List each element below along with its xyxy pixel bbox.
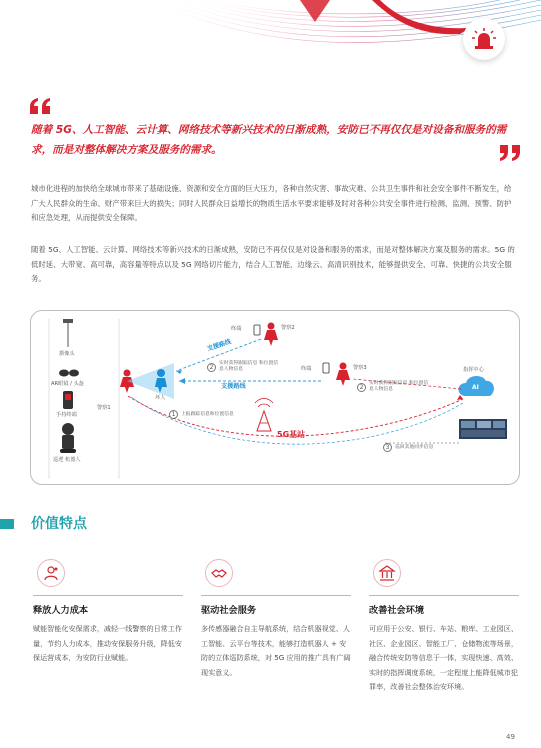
security-flow-diagram	[30, 310, 520, 485]
alarm-badge	[463, 18, 505, 60]
close-quote-icon	[498, 145, 520, 161]
ar-glasses-icon	[59, 370, 79, 377]
police3-icon	[336, 363, 350, 387]
intro-quote: 随着 5G、人工智能、云计算、网络技术等新兴技术的日渐成熟，安防已不再仅仅是对设备和服务的需求，而是对整体解决方案及服务的需求。	[31, 124, 507, 156]
feature-card-labor	[33, 559, 185, 666]
device-label-robot: 巡逻 机器人	[53, 457, 81, 463]
step2-right-label: 实时获得跟踪信息 和位置信息人物信息	[369, 381, 429, 392]
section-accent-bar	[0, 519, 14, 529]
device-label-ar: AR眼镜 / 头盔	[51, 381, 84, 387]
handheld-terminal-icon	[63, 391, 73, 409]
step-marker: 1	[169, 410, 178, 419]
page-number: 49	[506, 733, 515, 741]
support-route-lower: 支援路线	[221, 383, 246, 390]
police1-label: 警察1	[97, 405, 111, 411]
ai-label: AI	[472, 384, 479, 391]
feature-title: 驱动社会服务	[201, 605, 257, 616]
patrol-robot-icon	[60, 423, 76, 453]
step1-label: 上报跟踪信息和位置信息	[181, 412, 234, 417]
support-route-upper: 支援路线	[206, 338, 232, 353]
body-paragraph-1: 城市化进程的加快给全球城市带来了基础设施、资源和安全方面的巨大压力，各种自然灾害、事故灾难、公共卫生事件和社会安全事件不断发生，给广大人民群众的生命、财产带来巨大的损失；同时人民群众日益增长的物质生活水平要求能够及时对各种公共安全事件进行检测、监测、预警、防护和应急处理，从而提供安全保障。	[31, 184, 512, 223]
feature-title: 释放人力成本	[33, 605, 89, 616]
feature-divider	[201, 595, 351, 596]
feature-body: 多传感器融合自主导航系统，结合机器视觉、人工智能、云平台等技术，能够打造机器人 + 安防的立体巡防系统，对 5G 应用的推广具有广阔现实意义。	[201, 624, 351, 677]
phone-icon	[323, 363, 329, 373]
open-quote-icon	[30, 98, 52, 114]
feature-card-service	[201, 559, 353, 680]
diagram-graphics	[31, 311, 520, 485]
step3-label: 巡回其他同步信息	[395, 445, 434, 450]
step-marker: 3	[383, 443, 392, 452]
base-station-label: 5G基站	[277, 430, 306, 439]
command-center-label: 指挥中心	[463, 367, 484, 373]
body-paragraph-2: 随着 5G、人工智能、云计算、网络技术等新兴技术的日渐成熟，安防已不再仅仅是对设备和服务的需求，而是对整体解决方案及服务的需求。5G 的低时延、大带宽、高可靠，高容量等特点以及 5G 网络切片能力，结合人工智能、边缘云、高清识别技术，能够提供安全、可靠、快捷的公共安全服务。	[31, 245, 515, 284]
command-screen-image	[459, 419, 507, 439]
feature-body: 赋能智能化安保需求，减轻一线警察的日常工作量，节约人力成本，推动安保服务升级，降低安保运营成本，为安防行业赋能。	[33, 624, 182, 663]
building-icon	[373, 559, 401, 587]
section-title: 价值特点	[31, 516, 87, 532]
terminal-label-b: 终端	[301, 366, 312, 372]
handshake-icon	[205, 559, 233, 587]
police2-icon	[264, 323, 278, 347]
suspect-label: 坏人	[155, 395, 166, 401]
device-label-handheld: 手持终端	[56, 412, 77, 418]
feature-divider	[33, 595, 183, 596]
header-decoration	[0, 0, 541, 80]
police3-label: 警察3	[353, 365, 367, 371]
5g-tower-icon	[255, 399, 273, 432]
step-marker: 2	[357, 383, 366, 392]
camera-icon	[63, 319, 73, 347]
siren-icon	[472, 28, 496, 50]
feature-body: 可应用于公安、银行、车站、粮库、工业园区、社区、企业园区、智能工厂、仓储物流等场景，融合传统安防等信息于一体，实现快速、高效、实时的指挥调度系统，一定程度上能降低城市犯罪率，改善社会整体治安环境。	[369, 624, 518, 692]
police2-label: 警察2	[281, 325, 295, 331]
feature-card-environment	[369, 559, 521, 695]
feature-divider	[369, 595, 519, 596]
phone-icon	[254, 325, 260, 335]
step-marker: 2	[207, 363, 216, 372]
step2-upper-label: 实时获得跟踪信息 和位置信息人物信息	[219, 361, 279, 372]
people-icon	[37, 559, 65, 587]
terminal-label-a: 终端	[231, 326, 242, 332]
feature-title: 改善社会环境	[369, 605, 425, 616]
device-label-camera: 摄像头	[59, 351, 75, 357]
